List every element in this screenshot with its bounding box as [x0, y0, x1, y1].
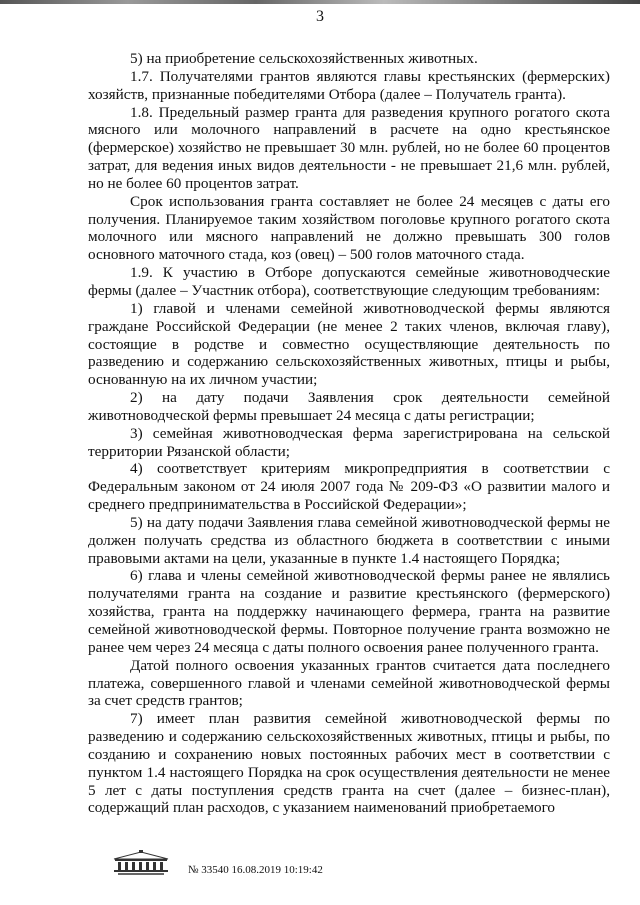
requirement-1: 1) главой и членами семейной животноводческой фермы являются граждане Российской Федерации (не менее 2 таких членов, включая главу), состоящие в родстве и совместно осуществляющие деятельность по разведению и содержанию сельскохозяйственных животных, птицы и рыбы, основанную на их личном участии;	[88, 299, 610, 389]
scan-edge-line	[0, 0, 640, 4]
registration-stamp: № 33540 16.08.2019 10:19:42	[188, 864, 323, 876]
page-number: 3	[316, 8, 324, 25]
paragraph-1-7: 1.7. Получателями грантов являются главы крестьянских (фермерских) хозяйств, признанные победителями Отбора (далее – Получатель гранта).	[88, 67, 610, 103]
paragraph-grant-term: Срок использования гранта составляет не более 24 месяцев с даты его получения. Планируемое таким хозяйством поголовье крупного рогатого скота молочного или мясного направлений не должно превышать 300 голов основного маточного стада, коз (овец) – 500 голов маточного стада.	[88, 192, 610, 264]
paragraph-full-use-date: Датой полного освоения указанных грантов считается дата последнего платежа, совершенного главой и членами семейной животноводческой фермы за счет средств грантов;	[88, 656, 610, 710]
paragraph-1-9: 1.9. К участию в Отборе допускаются семейные животноводческие фермы (далее – Участник отбора), соответствующие следующим требованиям:	[88, 264, 610, 299]
requirement-3: 3) семейная животноводческая ферма зарегистрирована на сельской территории Рязанской области;	[88, 424, 610, 460]
requirement-4: 4) соответствует критериям микропредприятия в соответствии с Федеральным законом от 24 июля 2007 года № 209-ФЗ «О развитии малого и среднего предпринимательства в Российской Федерации»;	[88, 460, 610, 514]
requirement-6: 6) глава и члены семейной животноводческой фермы ранее не являлись получателями гранта на создание и развитие крестьянского (фермерского) хозяйства, гранта на поддержку начинающего фермера, гранта на развитие семейной животноводческой фермы. Повторное получение гранта возможно не ранее чем через 24 месяца с даты полного освоения ранее полученного гранта.	[88, 567, 610, 656]
requirement-5: 5) на дату подачи Заявления глава семейной животноводческой фермы не должен получать средства из областного бюджета в соответствии с иными правовыми актами на цели, указанные в пункте 1.4 настоящего Порядка;	[88, 513, 610, 567]
requirement-7: 7) имеет план развития семейной животноводческой фермы по разведению и содержанию сельскохозяйственных животных, птицы и рыбы, по созданию и сохранению новых постоянных рабочих мест в соответствии с пунктом 1.4 настоящего Порядка на срок осуществления деятельности не менее 5 лет с даты поступления средств гранта на счет (далее – бизнес-план), содержащий план расходов, с указанием наименований приобретаемого	[88, 710, 610, 817]
requirement-2: 2) на дату подачи Заявления срок деятельности семейной животноводческой фермы превышает 24 месяца с даты регистрации;	[88, 389, 610, 424]
paragraph-1-8: 1.8. Предельный размер гранта для разведения крупного рогатого скота мясного или молочного направлений в расчете на одно крестьянское (фермерское) хозяйство не превышает 30 млн. рублей, но не более 60 процентов затрат, для ведения иных видов деятельности - не превышает 21,6 млн. рублей, но не более 60 процентов затрат.	[88, 103, 610, 192]
paragraph-item-5: 5) на приобретение сельскохозяйственных животных.	[130, 50, 478, 67]
document-body	[88, 50, 610, 817]
government-building-stamp	[110, 850, 172, 876]
page-footer	[0, 850, 640, 890]
